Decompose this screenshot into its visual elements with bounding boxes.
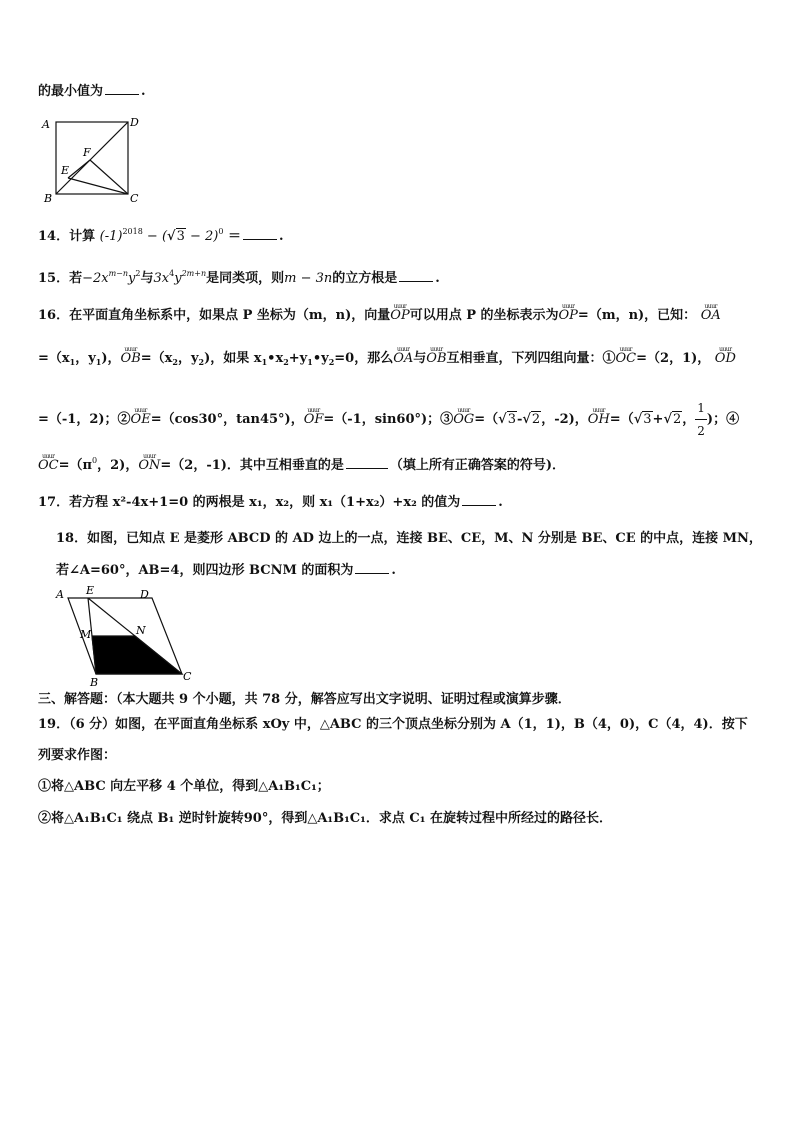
q13-tail bbox=[38, 81, 758, 103]
exp-y2: 2m+n bbox=[181, 269, 207, 278]
sqrt-3: √3 bbox=[167, 229, 185, 244]
text: =0，那么 bbox=[334, 351, 394, 366]
q14-minus: − ( bbox=[142, 229, 168, 244]
question-16-line-2 bbox=[38, 348, 758, 373]
label-f: F bbox=[83, 146, 91, 159]
question-14 bbox=[38, 221, 758, 248]
term-a: −2x bbox=[82, 271, 109, 286]
var-y: y bbox=[128, 271, 136, 286]
vector-on: uuur ON bbox=[138, 455, 160, 477]
vector-oc: uuur OC bbox=[38, 455, 59, 477]
q14-after: − 2) bbox=[185, 229, 219, 244]
vector-oh: uuur OH bbox=[588, 409, 610, 431]
vector-op: uuur OP bbox=[390, 305, 409, 327]
exp-b: 4 bbox=[169, 269, 175, 278]
label-b: B bbox=[44, 192, 53, 205]
q18-text-2: 若∠A=60°，AB=4，则四边形 BCNM 的面积为 bbox=[56, 563, 354, 578]
label-b: B bbox=[90, 676, 99, 688]
question-19-line-1 bbox=[38, 714, 758, 736]
question-19-line-3 bbox=[38, 776, 758, 798]
question-19-line-2 bbox=[38, 745, 758, 767]
answer-blank bbox=[105, 82, 139, 95]
period: . bbox=[278, 229, 284, 244]
exp-a: m−n bbox=[108, 269, 129, 278]
text: =（2，-1)．其中互相垂直的是 bbox=[160, 458, 344, 473]
text: ，y bbox=[177, 351, 199, 366]
text: =（x bbox=[38, 351, 70, 366]
fraction-half bbox=[695, 397, 707, 442]
label-e: E bbox=[61, 164, 70, 177]
text: +y bbox=[288, 351, 308, 366]
question-18-line-2 bbox=[56, 560, 758, 582]
text: 与 bbox=[413, 351, 427, 366]
text: =（cos30°，tan45°)， bbox=[150, 412, 304, 427]
period: . bbox=[498, 495, 503, 510]
label-n: N bbox=[136, 624, 146, 637]
q19-text-4: ②将△A₁B₁C₁ 绕点 B₁ 逆时针旋转90°，得到△A₁B₁C₁．求点 C₁ 在旋转过程中所经过的路径长． bbox=[38, 811, 612, 826]
q19-text-2: 列要求作图： bbox=[38, 748, 117, 763]
section-3-heading bbox=[38, 689, 758, 711]
q13-text: 的最小值为 bbox=[38, 84, 104, 99]
figure-square-abcd bbox=[38, 114, 148, 206]
sub: 1 bbox=[69, 357, 76, 367]
vector-od: uuur OD bbox=[715, 348, 736, 370]
label-c: C bbox=[130, 192, 139, 205]
period: . bbox=[141, 84, 146, 99]
sub: 2 bbox=[198, 357, 205, 367]
text: - bbox=[516, 412, 523, 427]
text: ， bbox=[682, 412, 696, 427]
exponent: 0 bbox=[92, 456, 98, 465]
text: ，y bbox=[75, 351, 96, 366]
question-15 bbox=[38, 263, 758, 290]
sub: 1 bbox=[95, 357, 102, 367]
answer-blank bbox=[346, 456, 388, 469]
text: =（x bbox=[140, 351, 173, 366]
q16-text-3: =（m，n)，已知： bbox=[577, 308, 697, 323]
radicand: 3 bbox=[507, 412, 516, 427]
question-18-line-1 bbox=[56, 528, 762, 550]
label-d: D bbox=[140, 588, 149, 601]
text: + bbox=[652, 412, 664, 427]
equals: ＝ bbox=[223, 229, 241, 244]
answer-blank bbox=[399, 269, 433, 282]
text: 互相垂直，下列四组向量：① bbox=[446, 351, 616, 366]
vector-og: uuur OG bbox=[453, 409, 474, 431]
question-19-line-4 bbox=[38, 808, 758, 830]
text: =（π bbox=[58, 458, 93, 473]
sub: 1 bbox=[261, 357, 268, 367]
q15-end: 的立方根是 bbox=[332, 271, 398, 286]
vector-ob: uuur OB bbox=[121, 348, 141, 370]
text: =（-1，2)；② bbox=[38, 412, 131, 427]
text: （填上所有正确答案的符号)． bbox=[389, 458, 566, 473]
q15-expr: m − 3n bbox=[284, 271, 333, 286]
answer-blank bbox=[243, 227, 277, 240]
vector-ob: uuur OB bbox=[426, 348, 446, 370]
label-m: M bbox=[80, 628, 92, 641]
and-text: 与 bbox=[140, 271, 154, 286]
text: •x bbox=[267, 351, 284, 366]
q18-text-1: 18．如图，已知点 E 是菱形 ABCD 的 AD 边上的一点，连接 BE、CE，M、N 分别是 BE、CE 的中点，连接 MN， bbox=[56, 531, 762, 546]
figure-rhombus-abcd bbox=[50, 584, 200, 688]
q15-label: 15．若 bbox=[38, 271, 83, 286]
label-c: C bbox=[183, 670, 192, 683]
sub: 2 bbox=[172, 357, 178, 367]
text: )， bbox=[101, 351, 121, 366]
var-y2: y bbox=[174, 271, 182, 286]
question-17 bbox=[38, 492, 758, 514]
label-a: A bbox=[42, 118, 50, 131]
radicand: 2 bbox=[531, 412, 541, 427]
vector-oa: uuur OA bbox=[393, 348, 413, 370]
q14-label: 14．计算 bbox=[38, 229, 96, 244]
text: =（2，1)， bbox=[636, 351, 711, 366]
q14-base: (-1) bbox=[99, 229, 123, 244]
text: =（ bbox=[474, 412, 499, 427]
vector-oc: uuur OC bbox=[616, 348, 637, 370]
text: =（ bbox=[609, 412, 634, 427]
question-16-line-3: =（-1，2)；②uuur OE=（cos30°，tan45°)，uuur OF=（-1，sin60°)；③uuur OG=（√3-√2，-2)，uuur OH=（√3+√2， $\frac{1}{2}$ )；④ bbox=[38, 397, 758, 442]
radicand: 3 bbox=[176, 229, 185, 244]
text: )；④ bbox=[706, 412, 740, 427]
q17-text: 17．若方程 x²-4x+1=0 的两根是 x₁，x₂，则 x₁（1+x₂）+x₂ 的值为 bbox=[38, 495, 461, 510]
period: . bbox=[435, 271, 440, 286]
vector-oa: uuur OA bbox=[701, 305, 721, 327]
sub: 1 bbox=[307, 357, 313, 367]
term-b: 3x bbox=[153, 271, 170, 286]
radicand: 2 bbox=[672, 412, 682, 427]
exp-y: 2 bbox=[135, 269, 141, 278]
answer-blank bbox=[355, 561, 389, 574]
text: ，2)， bbox=[97, 458, 139, 473]
sub: 2 bbox=[283, 357, 289, 367]
q19-text-1: 19．（6 分）如图，在平面直角坐标系 xOy 中，△ABC 的三个顶点坐标分别为 A（1，1)，B（4，0)，C（4，4)．按下 bbox=[38, 717, 748, 732]
vector-oe: uuur OE bbox=[131, 409, 151, 431]
text: =（-1，sin60°)；③ bbox=[323, 412, 454, 427]
q16-text-1: 16．在平面直角坐标系中，如果点 P 坐标为（m，n)，向量 bbox=[38, 308, 391, 323]
text: )，如果 x bbox=[204, 351, 262, 366]
q15-rest: 是同类项，则 bbox=[206, 271, 285, 286]
label-e: E bbox=[86, 584, 95, 597]
numerator: 1 bbox=[695, 397, 707, 420]
radicand: 3 bbox=[643, 412, 652, 427]
text: •y bbox=[312, 351, 329, 366]
section-3-text: 三、解答题：（本大题共 9 个小题，共 78 分，解答应写出文字说明、证明过程或演算步骤． bbox=[38, 692, 571, 707]
period: . bbox=[391, 563, 396, 578]
question-16-line-4 bbox=[38, 450, 758, 477]
q16-text-2: 可以用点 P 的坐标表示为 bbox=[409, 308, 559, 323]
label-a: A bbox=[56, 588, 64, 601]
label-d: D bbox=[130, 116, 139, 129]
q14-exponent: 2018 bbox=[122, 227, 143, 236]
denominator: 2 bbox=[697, 424, 705, 438]
question-16-line-1 bbox=[38, 305, 758, 327]
vector-of: uuur OF bbox=[304, 409, 324, 431]
sub: 2 bbox=[328, 357, 335, 367]
vector-op: uuur OP bbox=[559, 305, 578, 327]
q19-text-3: ①将△ABC 向左平移 4 个单位，得到△A₁B₁C₁； bbox=[38, 779, 330, 794]
text: ，-2)， bbox=[541, 412, 588, 427]
q14-exponent-0: 0 bbox=[218, 227, 224, 236]
answer-blank bbox=[462, 493, 496, 506]
